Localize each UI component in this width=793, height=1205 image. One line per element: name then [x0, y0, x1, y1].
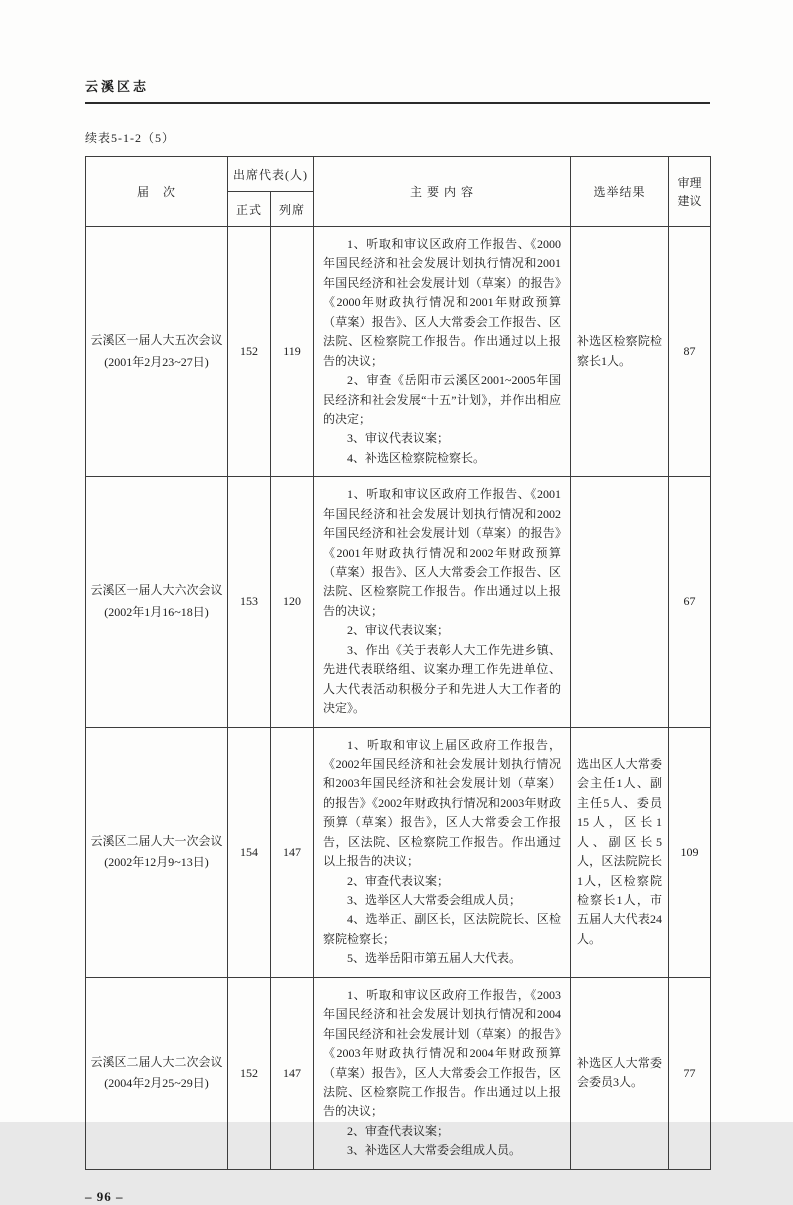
content-paragraph: 5、选举岳阳市第五届人大代表。 — [347, 951, 522, 966]
content-paragraph: 3、作出《关于表彰人大工作先进乡镇、先进代表联络组、议案办理工作先进单位、人大代表活动积极分子和先进人大工作者的决定》。 — [323, 642, 561, 716]
header-review: 审理建议 — [669, 157, 711, 227]
table-row — [86, 977, 711, 1169]
content-cell — [314, 727, 571, 977]
session-name: 云溪区一届人大五次会议 — [90, 333, 223, 348]
book-title: 云溪区志 — [85, 79, 150, 94]
table-header — [86, 157, 711, 227]
review-count: 67 — [669, 477, 711, 727]
session-date: (2001年2月23~27日) — [104, 354, 209, 369]
formal-count: 153 — [228, 477, 271, 727]
election-result: 选出区人大常委会主任1人、副主任5人、委员15人，区长1人、副区长5人，区法院院长1人，区检察院检察长1人，市五届人大代表24人。 — [571, 727, 669, 977]
session-name: 云溪区二届人大二次会议 — [90, 1054, 223, 1069]
content-cell — [314, 227, 571, 477]
session-cell — [86, 727, 228, 977]
review-count: 87 — [669, 227, 711, 477]
table-row — [86, 727, 711, 977]
observer-count: 119 — [271, 227, 314, 477]
content-paragraph: 1、听取和审议区政府工作报告、《2000年国民经济和社会发展计划执行情况和2001年国民经济和社会发展计划（草案）的报告》《2000年财政执行情况和2001年财政预算（草案）报告》、区人大常委会工作报告、区法院、区检察院工作报告。作出通过以上报告的决议； — [323, 237, 561, 368]
header-row-top — [86, 157, 711, 192]
election-result: 补选区人大常委会委员3人。 — [571, 977, 669, 1169]
session-cell — [86, 477, 228, 727]
session-date: (2002年12月9~13日) — [104, 855, 209, 870]
content-paragraph: 4、选举正、副区长，区法院院长、区检察院检察长； — [323, 912, 561, 946]
table-row — [86, 227, 711, 477]
session-cell — [86, 227, 228, 477]
content-paragraph: 2、审查代表议案； — [347, 1123, 450, 1138]
content-paragraph: 3、审议代表议案； — [347, 431, 450, 446]
content-paragraph: 2、审议代表议案； — [347, 623, 450, 638]
observer-count: 147 — [271, 727, 314, 977]
header-observer: 列席 — [271, 192, 314, 227]
content-paragraph: 1、听取和审议区政府工作报告，《2003年国民经济和社会发展计划执行情况和2004年国民经济和社会发展计划（草案）的报告》《2003年财政执行情况和2004年财政预算（草案）报告》，区人大常委会工作报告，区法院、区检察院工作报告。作出通过以上报告的决议； — [323, 987, 561, 1119]
header-attendees: 出席代表(人) — [228, 157, 314, 192]
session-name: 云溪区一届人大六次会议 — [90, 583, 223, 598]
sessions-table — [85, 156, 711, 1170]
observer-count: 147 — [271, 977, 314, 1169]
header-election: 选举结果 — [571, 157, 669, 227]
content-paragraph: 2、审查代表议案； — [347, 873, 450, 888]
election-result: 补选区检察院检察长1人。 — [571, 227, 669, 477]
formal-count: 152 — [228, 227, 271, 477]
formal-count: 154 — [228, 727, 271, 977]
observer-count: 120 — [271, 477, 314, 727]
content-paragraph: 1、听取和审议上届区政府工作报告，《2002年国民经济和社会发展计划执行情况和2003年国民经济和社会发展计划（草案）的报告》《2002年财政执行情况和2003年财政预算（草案）报告》，区人大常委会工作报告，区法院、区检察院工作报告。作出通过以上报告的决议； — [323, 737, 561, 869]
session-name: 云溪区二届人大一次会议 — [90, 833, 223, 848]
content-paragraph: 4、补选区检察院检察长。 — [347, 450, 486, 465]
content-paragraph: 1、听取和审议区政府工作报告、《2001年国民经济和社会发展计划执行情况和2002年国民经济和社会发展计划（草案）的报告》《2001年财政执行情况和2002年财政预算（草案）报告》、区人大常委会工作报告、区法院、区检察院工作报告。作出通过以上报告的决议； — [323, 487, 561, 618]
session-cell — [86, 977, 228, 1169]
session-date: (2004年2月25~29日) — [104, 1076, 209, 1091]
content-cell — [314, 477, 571, 727]
header-session: 届 次 — [86, 157, 228, 227]
page-header — [85, 76, 710, 104]
page-number: – 96 – — [85, 1188, 124, 1204]
header-content: 主 要 内 容 — [314, 157, 571, 227]
formal-count: 152 — [228, 977, 271, 1169]
review-count: 109 — [669, 727, 711, 977]
content-paragraph: 3、选举区人大常委会组成人员； — [347, 893, 522, 907]
content-cell — [314, 977, 571, 1169]
header-formal: 正式 — [228, 192, 271, 227]
table-row — [86, 477, 711, 727]
content-paragraph: 3、补选区人大常委会组成人员。 — [347, 1143, 522, 1158]
review-count: 77 — [669, 977, 711, 1169]
election-result — [571, 477, 669, 727]
table-body — [86, 227, 711, 1170]
page-footer — [85, 1189, 710, 1205]
table-caption: 续表5-1-2（5） — [85, 131, 175, 145]
session-date: (2002年1月16~18日) — [104, 604, 209, 619]
content-paragraph: 2、审查《岳阳市云溪区2001~2005年国民经济和社会发展“十五”计划》，并作出相应的决定； — [323, 373, 561, 426]
